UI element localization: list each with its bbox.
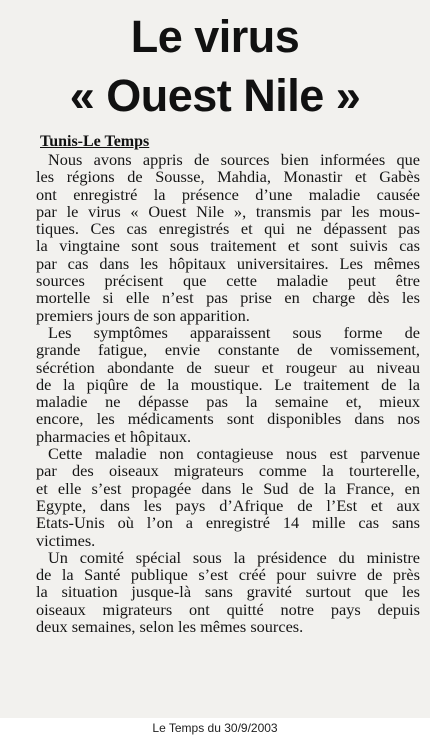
text-line: de la piqûre de la moustique. Le traitement de la — [36, 374, 420, 394]
text-line: Les symptômes apparaissent sous forme de — [48, 322, 420, 342]
text-line: maladie ne dépasse pas la semaine et, mieux — [36, 392, 420, 412]
text-line: Etats-Unis où l’on a enregistré 14 mille cas sans — [36, 513, 420, 533]
text-line: Un comité spécial sous la présidence du ministre — [48, 547, 420, 567]
text-line: et elle s’est propagée dans le Sud de la France, en — [36, 478, 420, 498]
headline-line-2: « Ouest Nile » — [69, 70, 361, 121]
headline-line-1: Le virus — [130, 11, 300, 62]
text-line: les régions de Sousse, Mahdia, Monastir et Gabès — [36, 167, 420, 187]
text-line: la vingtaine sont sous traitement et sont suivis cas — [36, 236, 420, 256]
paragraph-2 — [36, 324, 420, 445]
text-line: par le virus « Ouest Nile », transmis par les mous- — [36, 201, 420, 221]
text-line: Egypte, dans les pays d’Afrique de l’Est et aux — [36, 495, 420, 515]
paragraph-4 — [36, 549, 420, 635]
article-body — [36, 151, 420, 635]
text-line: Nous avons appris de sources bien informées que — [48, 150, 420, 169]
text-line: tiques. Ces cas enregistrés et qui ne dépassent pas — [36, 219, 420, 239]
source-caption: Le Temps du 30/9/2003 — [152, 721, 278, 735]
text-line: par cas dans les hôpitaux universitaires. Les mêmes — [36, 253, 420, 273]
text-line: de la Santé publique s’est créé pour suivre de près — [36, 565, 420, 585]
text-line: deux semaines, selon les mêmes sources. — [36, 617, 304, 637]
text-line: victimes. — [36, 530, 96, 550]
paragraph-1 — [36, 151, 420, 324]
text-line: Cette maladie non contagieuse nous est parvenue — [48, 444, 420, 464]
text-line: oiseaux migrateurs ont quitté notre pays depuis — [36, 599, 420, 619]
text-line: ont enregistré la présence d’une maladie causée — [36, 184, 420, 204]
text-line: mortelle si elle n’est pas prise en charge dès les — [36, 288, 420, 308]
text-line: premiers jours de son apparition. — [36, 305, 250, 325]
text-line: pharmacies et hôpitaux. — [36, 426, 192, 446]
paragraph-3 — [36, 445, 420, 549]
text-line: la situation jusque-là sans gravité surtout que les — [36, 582, 420, 602]
byline: Tunis-Le Temps — [40, 133, 150, 150]
text-line: sécrétion abondante de sueur et rougeur au niveau — [36, 357, 420, 377]
text-line: sources précisent que cette maladie peut être — [36, 271, 420, 291]
text-line: grande fatigue, envie constante de vomissement, — [36, 340, 420, 360]
text-line: encore, les médicaments sont disponibles dans nos — [36, 409, 420, 429]
text-line: par des oiseaux migrateurs comme la tourterelle, — [36, 461, 420, 481]
